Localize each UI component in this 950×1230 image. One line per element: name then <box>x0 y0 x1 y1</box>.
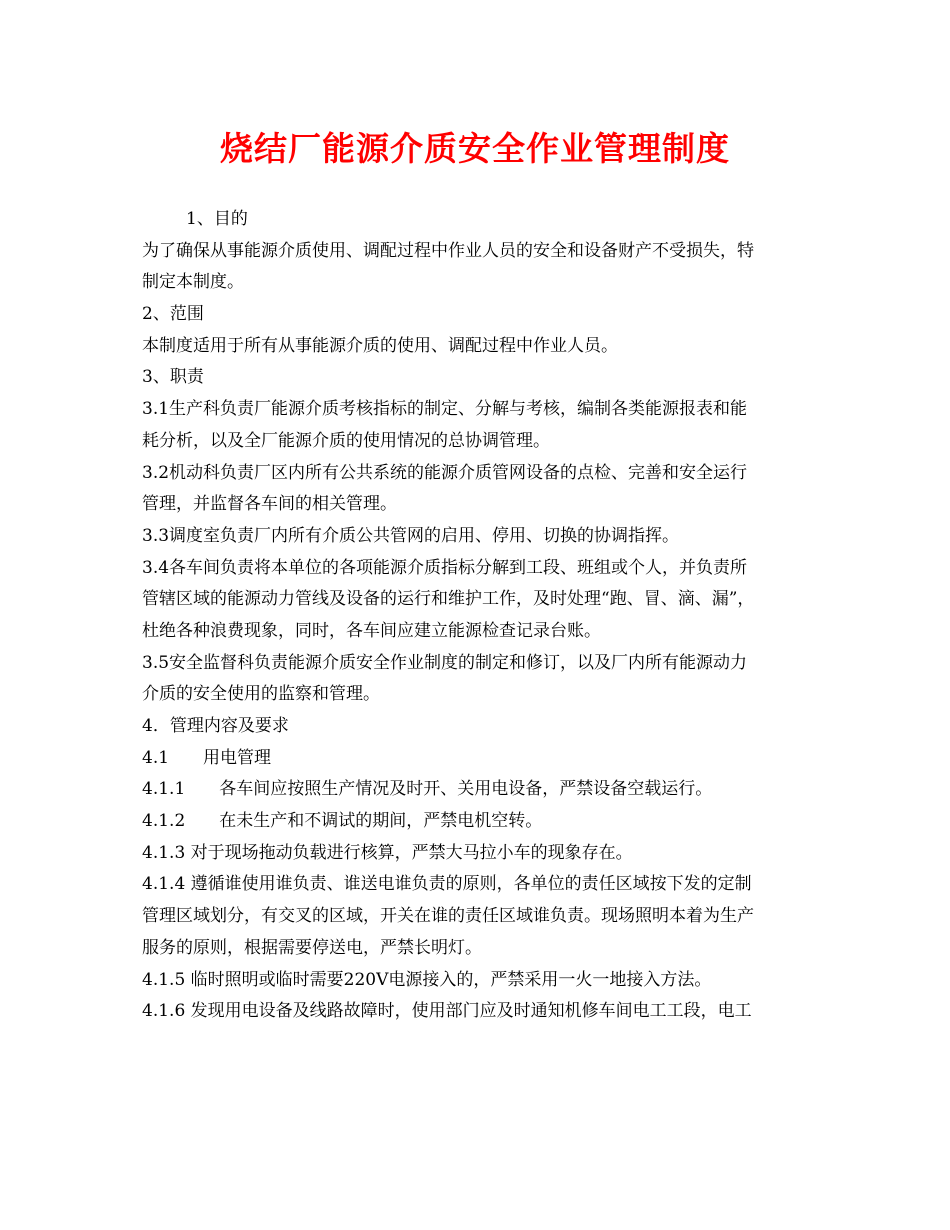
paragraph-line: 杜绝各种浪费现象，同时，各车间应建立能源检查记录台账。 <box>142 620 601 641</box>
paragraph-line: 3.1生产科负责厂能源介质考核指标的制定、分解与考核，编制各类能源报表和能 <box>142 399 748 420</box>
section-heading-requirements: 4．管理内容及要求 <box>142 716 289 736</box>
paragraph-line: 4.1.5 临时照明或临时需要220V电源接入的，严禁采用一火一地接入方法。 <box>142 969 712 990</box>
section-heading-scope: 2、范围 <box>142 304 204 325</box>
section-heading-duties: 3、职责 <box>142 367 204 388</box>
paragraph-line: 管理区域划分，有交叉的区域，开关在谁的责任区域谁负责。现场照明本着为生产 <box>142 906 754 927</box>
document-title: 烧结厂能源介质安全作业管理制度 <box>220 129 730 168</box>
paragraph-line: 介质的安全使用的监察和管理。 <box>142 684 380 705</box>
paragraph-line: 3.5安全监督科负责能源介质安全作业制度的制定和修订，以及厂内所有能源动力 <box>142 652 748 673</box>
paragraph-line: 4.1.1 各车间应按照生产情况及时开、关用电设备，严禁设备空载运行。 <box>142 779 713 800</box>
document-body <box>142 204 822 1028</box>
paragraph-line: 管辖区域的能源动力管线及设备的运行和维护工作，及时处理“跑、冒、滴、漏”， <box>142 589 755 610</box>
paragraph-line: 3.3调度室负责厂内所有介质公共管网的启用、停用、切换的协调指挥。 <box>142 525 680 546</box>
paragraph-line: 4.1.2 在未生产和不调试的期间，严禁电机空转。 <box>142 811 543 832</box>
paragraph-line: 管理，并监督各车间的相关管理。 <box>142 494 397 515</box>
paragraph-line: 4.1.3 对于现场拖动负载进行核算，严禁大马拉小车的现象存在。 <box>142 842 633 863</box>
subsection-heading: 4.1 用电管理 <box>142 747 272 768</box>
paragraph-line: 耗分析，以及全厂能源介质的使用情况的总协调管理。 <box>142 430 550 451</box>
section-heading-purpose: 1、目的 <box>186 209 248 229</box>
paragraph-line: 制定本制度。 <box>142 272 244 293</box>
paragraph-line: 4.1.4 遵循谁使用谁负责、谁送电谁负责的原则，各单位的责任区域按下发的定制 <box>142 874 752 895</box>
paragraph-line: 本制度适用于所有从事能源介质的使用、调配过程中作业人员。 <box>142 335 618 356</box>
paragraph-line: 3.2机动科负责厂区内所有公共系统的能源介质管网设备的点检、完善和安全运行 <box>142 462 748 483</box>
paragraph-line: 服务的原则，根据需要停送电，严禁长明灯。 <box>142 937 482 958</box>
paragraph-line: 为了确保从事能源介质使用、调配过程中作业人员的安全和设备财产不受损失，特 <box>142 240 754 261</box>
paragraph-line: 3.4各车间负责将本单位的各项能源介质指标分解到工段、班组或个人，并负责所 <box>142 557 748 578</box>
paragraph-line: 4.1.6 发现用电设备及线路故障时，使用部门应及时通知机修车间电工工段，电工 <box>142 1001 752 1022</box>
